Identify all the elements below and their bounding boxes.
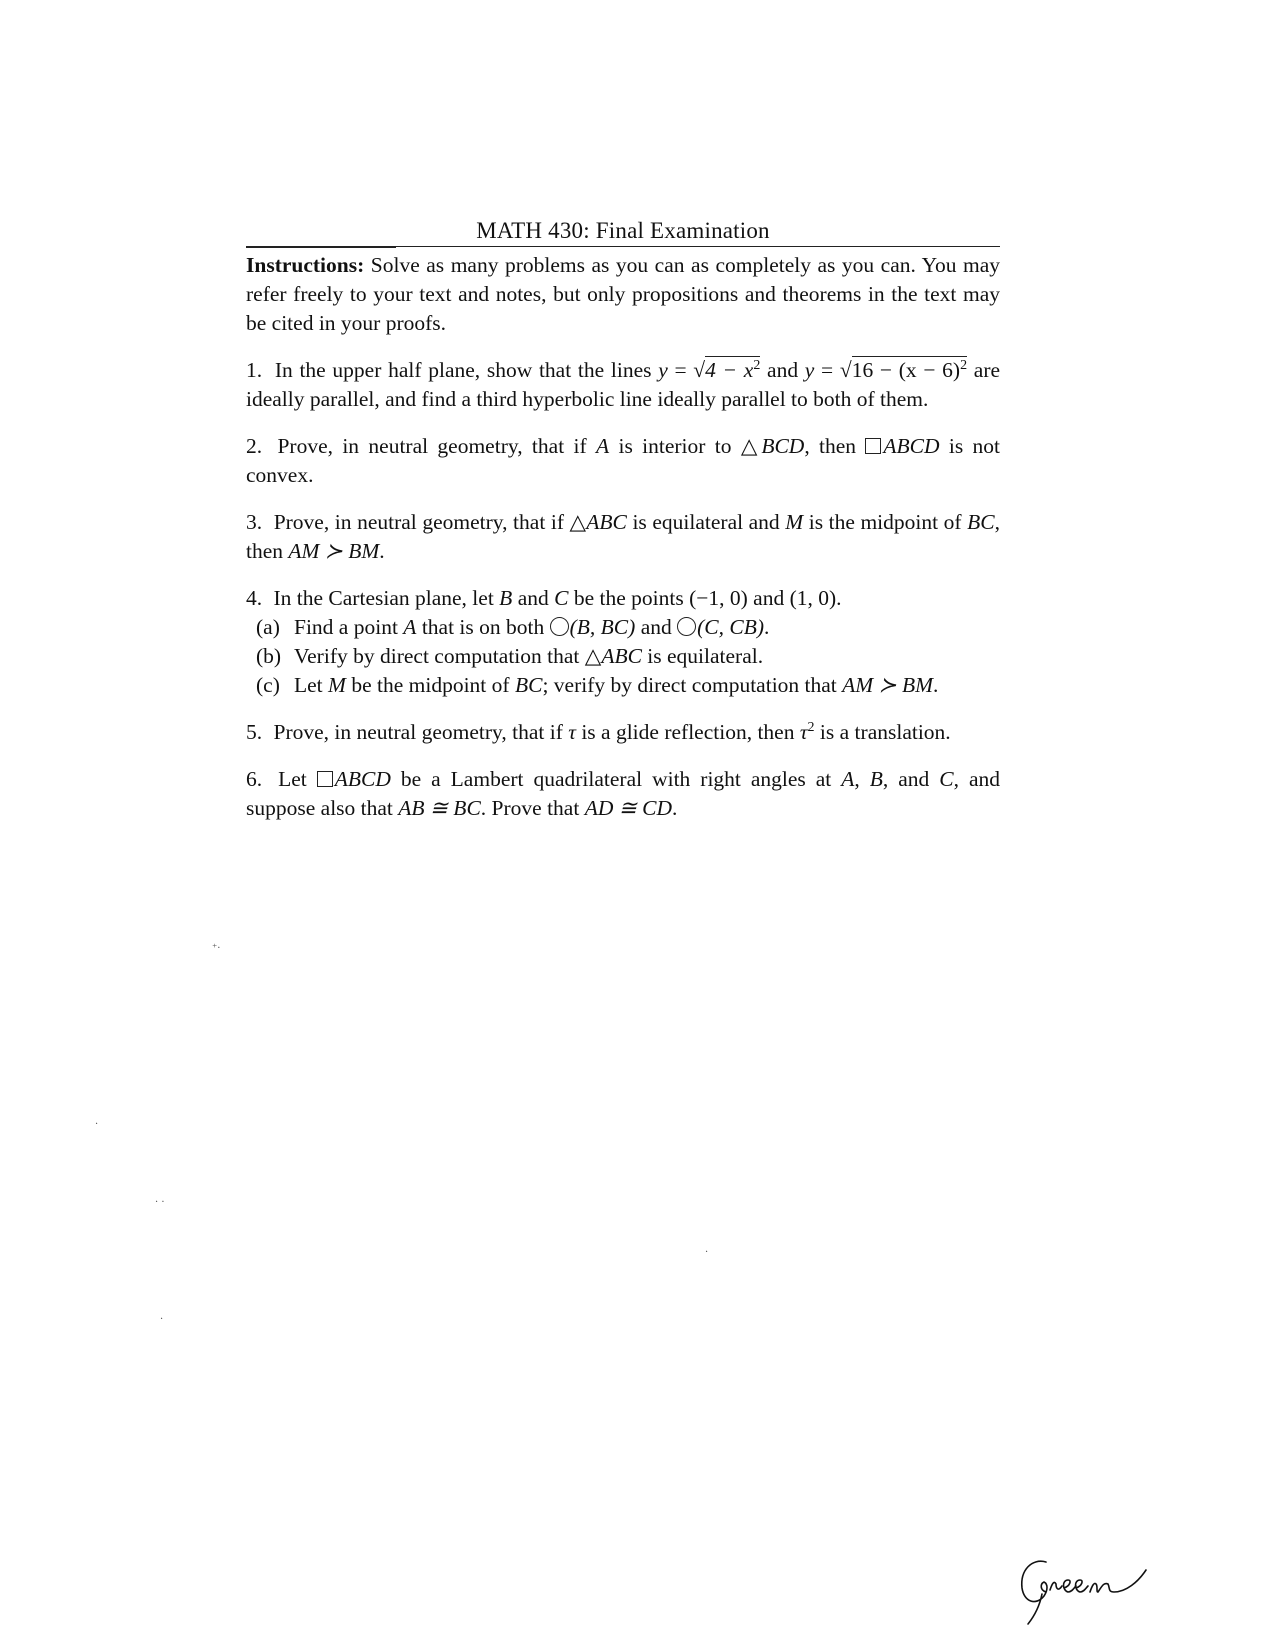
problem-text: is interior to △: [618, 434, 762, 458]
math-var: ABC: [601, 644, 642, 668]
subpart-text: [294, 613, 1000, 642]
problem-number: 2.: [246, 434, 263, 458]
problem-text: is a translation.: [819, 720, 951, 744]
math-var: τ: [568, 720, 576, 744]
problem-text: be a Lambert quadrilateral with right angles at: [400, 767, 832, 791]
exam-page: [246, 214, 1000, 823]
math-expr: AB ≅ BC: [398, 796, 481, 820]
title-row: [246, 214, 1000, 247]
problem-text: is not convex.: [246, 434, 1001, 487]
quadrilateral-square-icon: [865, 438, 881, 454]
problem-text: Prove, in neutral geometry, that if: [277, 434, 587, 458]
problem-text: ; verify by direct computation that: [542, 673, 837, 697]
problem-text: be the points (−1, 0) and (1, 0).: [573, 586, 842, 610]
problem-5: [246, 718, 1000, 747]
problem-number: 5.: [246, 720, 263, 744]
problem-text: .: [379, 539, 385, 563]
scan-speck: ·: [705, 1247, 709, 1258]
problem-text: , then: [804, 434, 857, 458]
instructions: [246, 251, 1000, 338]
problem-text: Find a point: [294, 615, 398, 639]
math-var: y: [658, 358, 668, 382]
problem-6: [246, 765, 1000, 823]
problem-text: and: [517, 586, 549, 610]
math-var: A: [595, 434, 610, 458]
math-var: BCD: [761, 434, 805, 458]
radicand: $16 - (x - 6)^2$: [851, 357, 968, 382]
problem-text: ,: [854, 767, 860, 791]
subpart-a: [256, 613, 1000, 642]
problem-4: [246, 584, 1000, 700]
instructions-text: Solve as many problems as you can as completely as you can. You may refer freely to your text and notes, but only propositions and theorems in the text may be cited in your proofs.: [246, 253, 1000, 335]
math-expr: AM ≻ BM: [842, 673, 934, 697]
subpart-c: [256, 671, 1000, 700]
problem-text: be the midpoint of: [351, 673, 510, 697]
problem-text: , and: [882, 767, 930, 791]
problem-text: that is on both: [421, 615, 545, 639]
circle-icon: [550, 617, 569, 636]
math-expr: 4 − x: [705, 358, 754, 382]
problem-text: , and suppose also that: [246, 767, 1001, 820]
scan-speck: · ·: [155, 1197, 165, 1208]
superscript: 2: [807, 719, 815, 735]
subpart-text: [294, 671, 1000, 700]
subpart-label: (c): [256, 673, 280, 697]
problem-text: Let: [278, 767, 307, 791]
math-var: ABCD: [334, 767, 391, 791]
problem-text: is a glide reflection, then: [581, 720, 795, 744]
problem-text: Prove, in neutral geometry, that if: [273, 720, 563, 744]
math-var: A: [403, 615, 417, 639]
math-var: τ: [799, 720, 808, 744]
problem-3: [246, 508, 1000, 566]
problem-text: In the upper half plane, show that the lines: [274, 358, 652, 382]
quadrilateral-square-icon: [317, 771, 333, 787]
scan-speck: ·: [95, 1119, 99, 1130]
math-var: A: [841, 767, 855, 791]
math-expr: AM ≻ BM: [288, 539, 380, 563]
problem-number: 3.: [246, 510, 263, 534]
problem-text: is equilateral.: [647, 644, 764, 668]
problem-text: is equilateral and: [632, 510, 780, 534]
problem-1: 1. In the upper half plane, show that the lines $y = √4 - x^2$ and $y = √16 - (x - 6)^2$ are ideally parallel, and find a third hyperbolic line ideally parallel to both of them.: [246, 357, 1001, 411]
title-underline: [246, 247, 396, 248]
instructions-label: Instructions:: [246, 253, 365, 277]
problem-text: Prove, in neutral geometry, that if △: [273, 510, 587, 534]
math-var: M: [785, 510, 804, 534]
problem-text: .: [933, 673, 939, 697]
math-var: M: [328, 673, 346, 697]
handwritten-signature: [1010, 1540, 1170, 1630]
subpart-text: [294, 642, 1000, 671]
problem-number: 4.: [246, 586, 263, 610]
problem-text: In the Cartesian plane, let: [273, 586, 494, 610]
subpart-b: [256, 642, 1000, 671]
problem-number: 6.: [246, 767, 263, 791]
problem-stem: [246, 584, 1000, 613]
problem-text: is the midpoint of: [808, 510, 962, 534]
problem-text: and: [640, 615, 672, 639]
math-expr: (B, BC): [569, 615, 636, 639]
radicand: $4 - x^2$: [705, 357, 761, 382]
math-var: BC: [514, 673, 543, 697]
scan-speck: ·: [160, 1314, 164, 1325]
math-expr: (C, CB): [697, 615, 764, 639]
problem-text: . Prove that: [480, 796, 580, 820]
problem-text: Let: [294, 673, 323, 697]
problem-text: Verify by direct computation that △: [294, 644, 602, 668]
math-expr: AD ≅ CD: [584, 796, 672, 820]
math-expr: 16 − (x − 6): [851, 358, 961, 382]
math-var: C: [939, 767, 954, 791]
math-var: y: [804, 358, 815, 382]
problem-text: , then: [246, 510, 1001, 563]
math-var: ABC: [586, 510, 627, 534]
problem-text: .: [764, 615, 770, 639]
math-var: B: [869, 767, 883, 791]
math-var: C: [554, 586, 569, 610]
math-var: B: [499, 586, 513, 610]
subpart-label: (b): [256, 644, 282, 668]
circle-icon: [677, 617, 696, 636]
problem-number: 1.: [246, 358, 263, 382]
problem-text: are ideally parallel, and find a third hyperbolic line ideally parallel to both of them.: [246, 358, 1001, 411]
scan-speck: ⁺·: [212, 943, 221, 954]
subpart-label: (a): [256, 615, 280, 639]
page-title: MATH 430: Final Examination: [476, 218, 770, 243]
math-var: ABCD: [883, 434, 940, 458]
problem-2: [246, 432, 1000, 490]
math-var: BC: [967, 510, 995, 534]
problem-text: .: [672, 796, 678, 820]
problem-text: and: [767, 358, 799, 382]
